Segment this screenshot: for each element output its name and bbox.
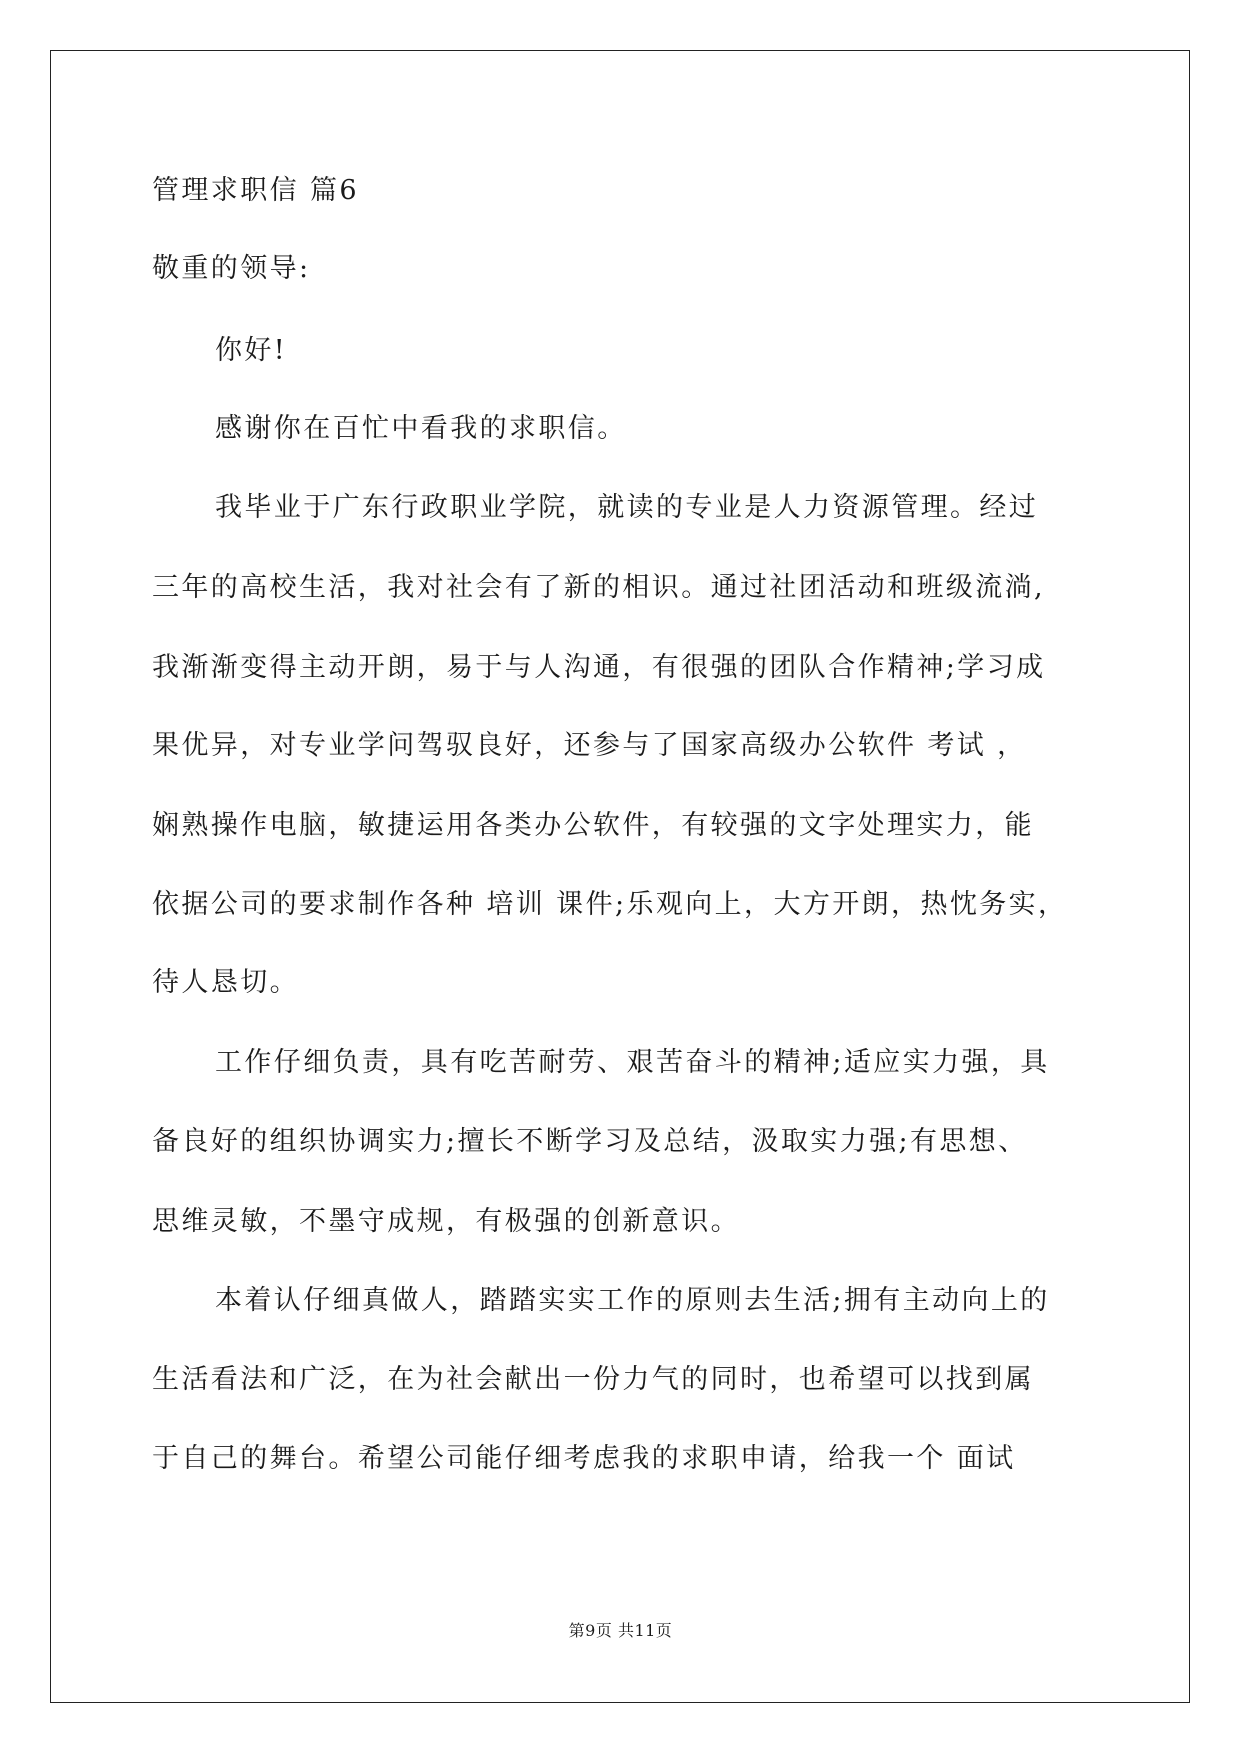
document-title: 管理求职信 篇6 [152, 175, 359, 206]
body-line: 三年的高校生活，我对社会有了新的相识。通过社团活动和班级流淌, [152, 572, 1045, 603]
body-line: 备良好的组织协调实力;擅长不断学习及总结，汲取实力强;有思想、 [152, 1126, 1028, 1157]
opening-line: 感谢你在百忙中看我的求职信。 [215, 413, 627, 444]
body-line: 于自己的舞台。希望公司能仔细考虑我的求职申请，给我一个 面试 [152, 1443, 1016, 1474]
body-line: 本着认仔细真做人，踏踏实实工作的原则去生活;拥有主动向上的 [215, 1285, 1050, 1316]
body-line: 工作仔细负责，具有吃苦耐劳、艰苦奋斗的精神;适应实力强，具 [215, 1047, 1050, 1078]
body-line: 娴熟操作电脑，敏捷运用各类办公软件，有较强的文字处理实力，能 [152, 810, 1034, 841]
body-line: 果优异，对专业学问驾驭良好，还参与了国家高级办公软件 考试 ， [152, 730, 1027, 761]
body-line: 思维灵敏，不墨守成规，有极强的创新意识。 [152, 1206, 740, 1237]
body-line: 待人恳切。 [152, 967, 299, 998]
body-line: 依据公司的要求制作各种 培训 课件;乐观向上，大方开朗，热忱务实， [152, 889, 1068, 920]
body-line: 生活看法和广泛，在为社会献出一份力气的同时，也希望可以找到属 [152, 1364, 1034, 1395]
salutation: 敬重的领导: [152, 253, 311, 284]
page-number-footer: 第9页 共11页 [568, 1621, 673, 1640]
greeting: 你好! [215, 335, 288, 366]
body-line: 我毕业于广东行政职业学院，就读的专业是人力资源管理。经过 [215, 492, 1039, 523]
body-line: 我渐渐变得主动开朗，易于与人沟通，有很强的团队合作精神;学习成 [152, 652, 1046, 683]
